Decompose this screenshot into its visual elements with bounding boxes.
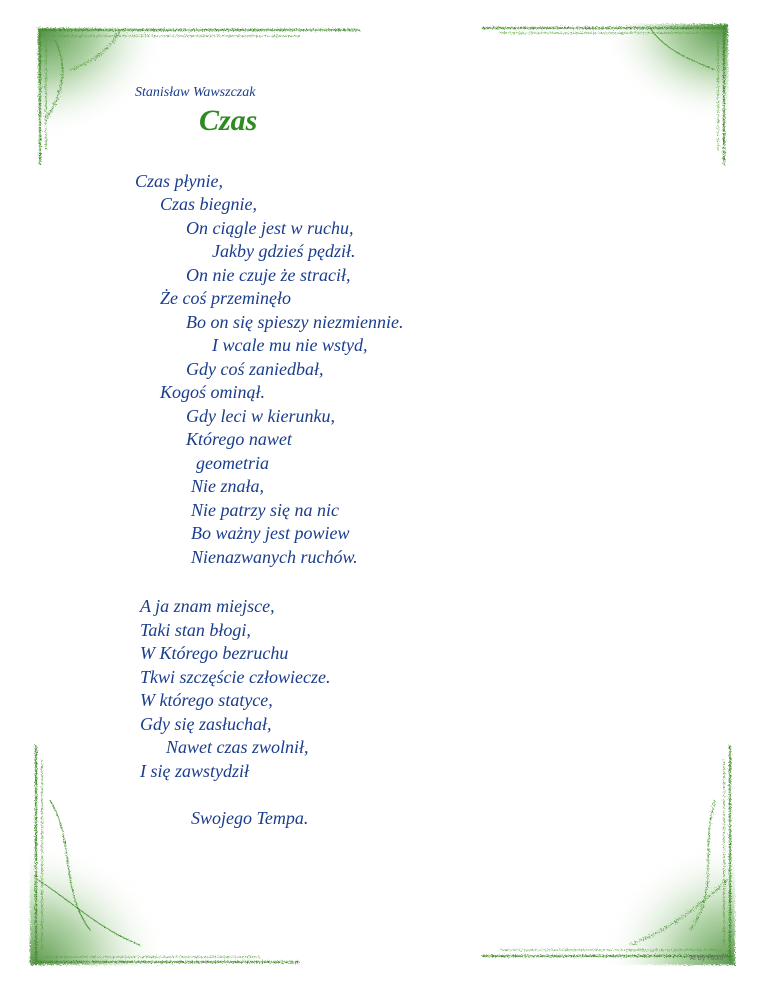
poem-line: Nawet czas zwolnił,	[166, 737, 309, 757]
poem-line: Bo ważny jest powiew	[191, 523, 350, 543]
poem-line: Nie patrzy się na nic	[191, 500, 339, 520]
poem-line: W którego statyce,	[140, 690, 273, 710]
poem-line: Bo on się spieszy niezmiennie.	[186, 312, 404, 332]
poem-line: Tkwi szczęście człowiecze.	[140, 667, 331, 687]
bottom-right-corner-ornament	[482, 745, 735, 965]
poem-line: Nienazwanych ruchów.	[191, 547, 358, 567]
poem-closing-line: Swojego Tempa.	[191, 808, 309, 828]
poem-line: Taki stan błogi,	[140, 620, 251, 640]
poem-title: Czas	[199, 104, 258, 137]
poem-author: Stanisław Wawszczak	[135, 85, 256, 100]
poem-line: Jakby gdzieś pędził.	[212, 241, 356, 261]
top-right-corner-ornament	[482, 24, 728, 165]
poem-line: Gdy coś zaniedbał,	[186, 359, 324, 379]
poem-line: Gdy się zasłuchał,	[140, 714, 272, 734]
poem-line: On ciągle jest w ruchu,	[186, 218, 354, 238]
artist-signature: Ai By Paulo	[690, 955, 724, 962]
poem-line: Gdy leci w kierunku,	[186, 406, 335, 426]
poem-line: Czas płynie,	[135, 171, 223, 191]
poem-line: I wcale mu nie wstyd,	[212, 335, 368, 355]
poem-line: I się zawstydził	[140, 761, 250, 781]
poem-line: A ja znam miejsce,	[140, 596, 275, 616]
poem-line: Kogoś ominął.	[160, 382, 266, 402]
poem-line: Że coś przeminęło	[160, 288, 291, 308]
poem-line: Nie znała,	[191, 476, 265, 496]
poem-line: Którego nawet	[186, 429, 292, 449]
poem-line: Czas biegnie,	[160, 194, 257, 214]
poem-line: W Którego bezruchu	[140, 643, 289, 663]
poem-line: On nie czuje że stracił,	[186, 265, 351, 285]
poem-line: geometria	[196, 453, 269, 473]
